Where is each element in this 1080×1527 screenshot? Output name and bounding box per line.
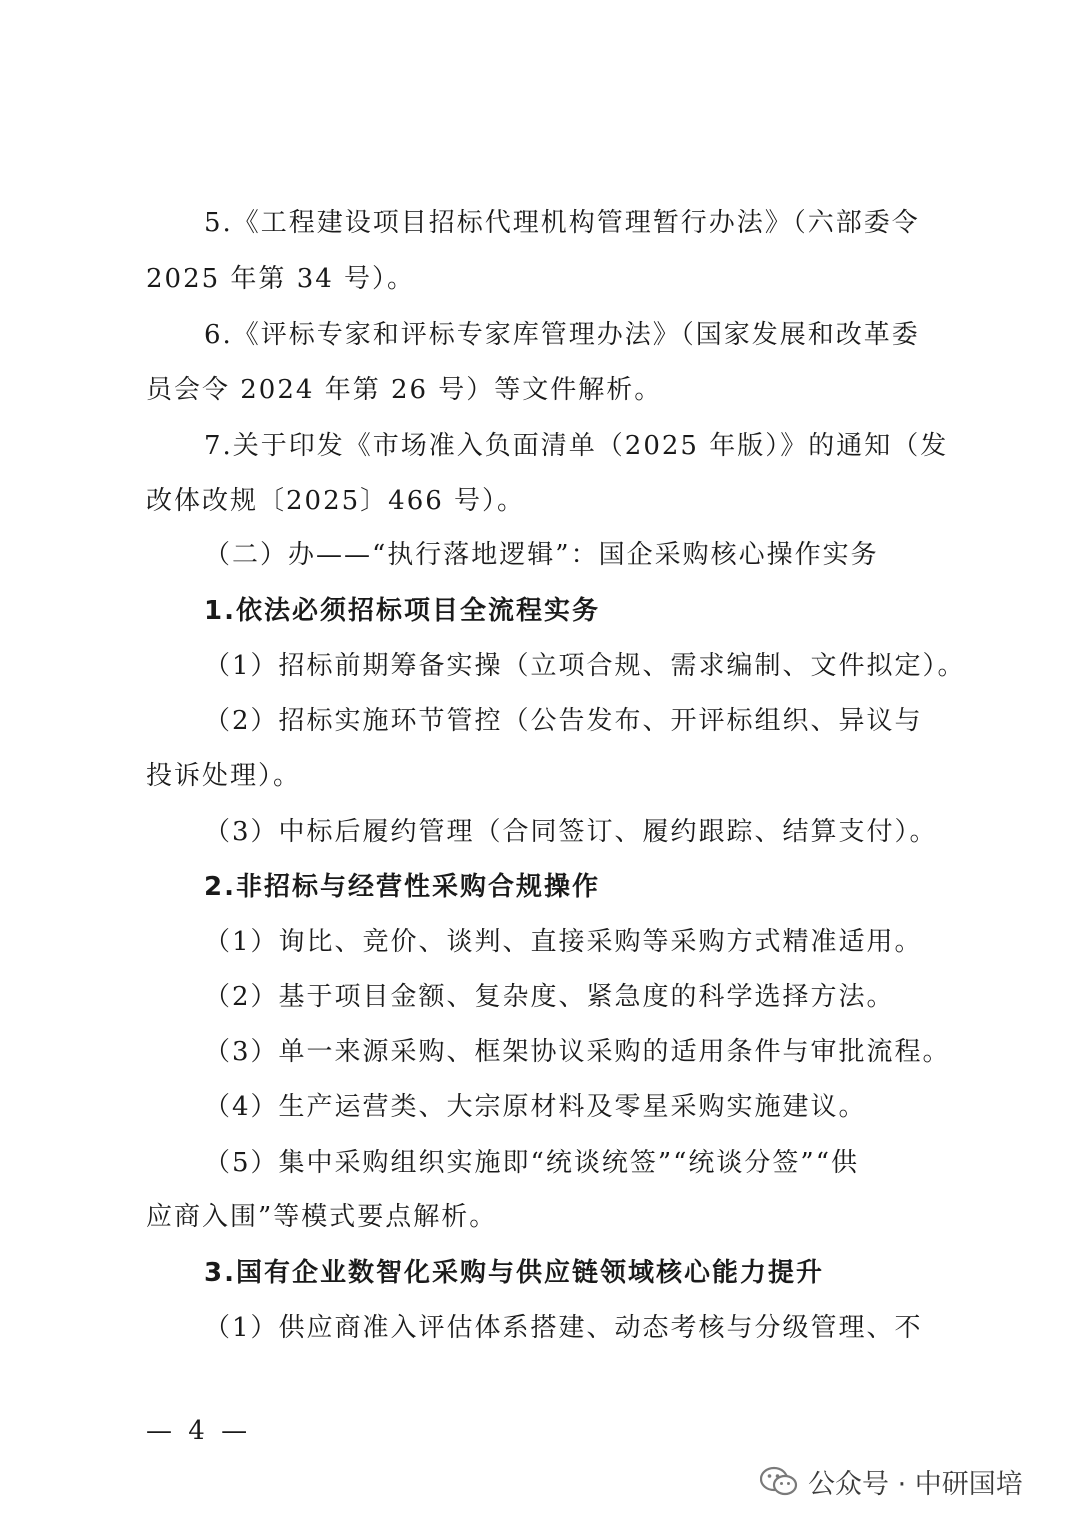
list-item-6-cont: 员会令 2024 年第 26 号）等文件解析。 xyxy=(146,375,663,405)
item-3-1: （1）供应商准入评估体系搭建、动态考核与分级管理、不 xyxy=(204,1313,923,1343)
item-1-2-cont: 投诉处理）。 xyxy=(146,761,302,791)
watermark xyxy=(760,1462,1023,1501)
list-item-7: 7.关于印发《市场准入负面清单（2025 年版）》的通知（发 xyxy=(204,431,949,461)
subheading-2: 2.非招标与经营性采购合规操作 xyxy=(204,872,600,902)
item-1-3: （3）中标后履约管理（合同签订、履约跟踪、结算支付）。 xyxy=(204,817,938,847)
watermark-text: 公众号 · 中研国培 xyxy=(808,1469,1023,1500)
item-2-4: （4）生产运营类、大宗原材料及零星采购实施建议。 xyxy=(204,1092,867,1122)
wechat-icon xyxy=(760,1466,798,1498)
section-heading: （二）办——“执行落地逻辑”：国企采购核心操作实务 xyxy=(204,540,879,570)
item-2-3: （3）单一来源采购、框架协议采购的适用条件与审批流程。 xyxy=(204,1037,951,1067)
item-2-1: （1）询比、竞价、谈判、直接采购等采购方式精准适用。 xyxy=(204,927,923,957)
list-item-5: 5.《工程建设项目招标代理机构管理暂行办法》（六部委令 xyxy=(204,208,920,238)
subheading-3: 3.国有企业数智化采购与供应链领域核心能力提升 xyxy=(204,1258,824,1288)
page-number: — 4 — xyxy=(146,1416,252,1446)
item-1-2: （2）招标实施环节管控（公告发布、开评标组织、异议与 xyxy=(204,706,923,736)
list-item-5-cont: 2025 年第 34 号）。 xyxy=(146,264,416,294)
item-1-1: （1）招标前期筹备实操（立项合规、需求编制、文件拟定）。 xyxy=(204,651,966,681)
item-2-5-cont: 应商入围”等模式要点解析。 xyxy=(146,1202,498,1232)
item-2-2: （2）基于项目金额、复杂度、紧急度的科学选择方法。 xyxy=(204,982,895,1012)
list-item-6: 6.《评标专家和评标专家库管理办法》（国家发展和改革委 xyxy=(204,320,920,350)
item-2-5: （5）集中采购组织实施即“统谈统签”“统谈分签”“供 xyxy=(204,1148,860,1178)
subheading-1: 1.依法必须招标项目全流程实务 xyxy=(204,596,600,626)
list-item-7-cont: 改体改规〔2025〕466 号）。 xyxy=(146,486,526,516)
